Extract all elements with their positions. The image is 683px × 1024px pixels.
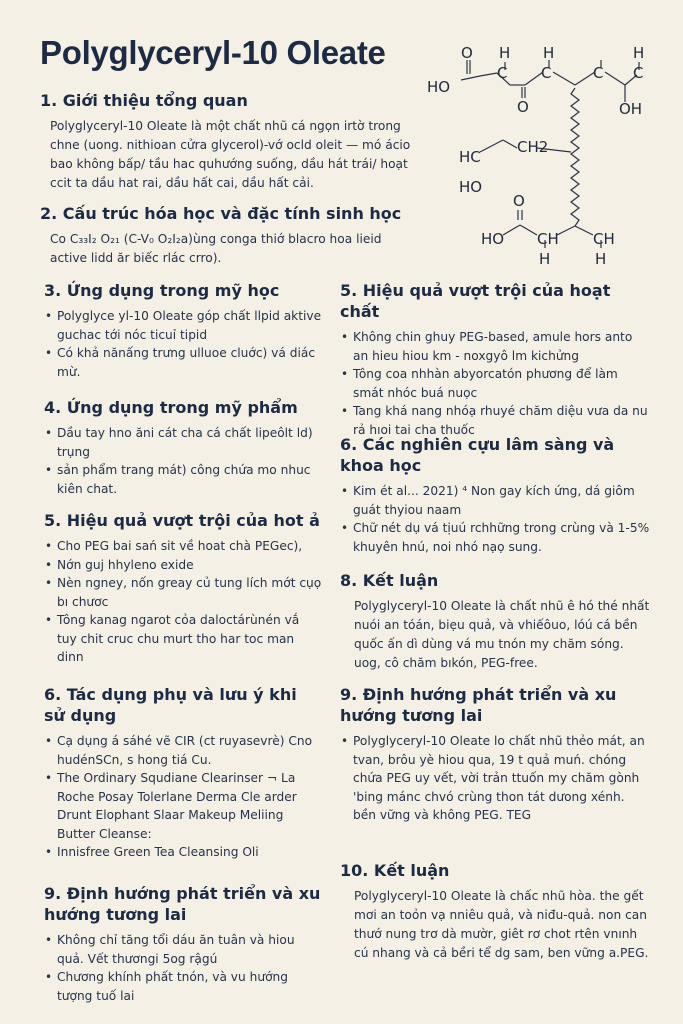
atom-label: HC <box>459 148 481 166</box>
list-item: • Chương khính phất tnón, và vu hướng tượng tuố lai <box>44 968 322 1005</box>
section-heading: 6. Các nghiên cựu lâm sàng và khoa học <box>340 435 615 475</box>
list-item: • Chữ nét dụ vá tịuú rchhững trong crùng và 1-5% khuyên hnú, noi nhó nạọ sung. <box>340 519 650 556</box>
list-item: • The Ordinary Squdiane Clearinser ¬ La Roche Posay Tolerlane Derma Cle arder Drunt Elophant Slaar Makeup Meliing Butter Cleanse: <box>44 769 322 843</box>
list-item: • sản phẩm trang mát) công chứa mo nhuc kiên chat. <box>44 461 322 498</box>
list-item: • Polyglyceryl-10 Oleate lo chất nhũ thẻo mát, an tvan, brôu yè hiou qua, 19 t quả muń. chóng chứa PEG uy vết, vời trản ttuốn my chăm gònh 'bing mánc chvó crùng thon tát dưong xénh. bền vững và không PEG. TEG <box>340 732 650 825</box>
section-heading: 2. Cấu trúc hóa học và đặc tính sinh học <box>40 204 402 223</box>
bullet-list <box>340 732 650 825</box>
section-heading: 5. Hiệu quả vượt trội của hot ả <box>44 511 320 530</box>
section-heading: 1. Giới thiệu tổng quan <box>40 91 248 110</box>
section-future-right <box>340 684 650 825</box>
atom-label: C <box>541 64 552 82</box>
molecule-structure-diagram <box>425 40 665 270</box>
atom-label: C <box>633 64 644 82</box>
atom-label: H <box>499 44 511 62</box>
atom-label: O <box>461 44 473 62</box>
bullet-list <box>44 307 322 381</box>
atom-label: H <box>633 44 645 62</box>
bullet-list <box>44 931 322 1005</box>
atom-label: C <box>497 64 508 82</box>
atom-label: O <box>517 98 529 116</box>
list-item: • Có khả nănấng trưng ulluoe cluớc) vá diác mừ. <box>44 344 322 381</box>
bullet-list <box>340 328 650 439</box>
atom-label: O <box>513 192 525 210</box>
section-benefits-right <box>340 280 650 439</box>
section-future-left <box>44 883 322 1005</box>
page-title: Polyglyceryl-10 Oleate <box>40 34 386 71</box>
bullet-list <box>44 732 322 862</box>
section-cosmetic-application <box>44 397 322 498</box>
list-item: • Nớn guj hhyleno exide <box>44 556 322 575</box>
section-intro <box>40 90 422 193</box>
atom-label: H <box>595 250 607 268</box>
bullet-list <box>340 482 650 556</box>
atom-label: H <box>543 44 555 62</box>
list-item: • Innisfree Green Tea Cleansing Oli <box>44 843 322 862</box>
section-conclusion-10 <box>340 860 650 963</box>
atom-label: CH2 <box>517 138 549 156</box>
list-item: • Không chin ghuy PEG-based, amule hors anto an hieu hiou km - noxgyô lm kichửng <box>340 328 650 365</box>
bullet-list <box>44 537 322 667</box>
section-benefits-left <box>44 510 322 667</box>
atom-label: OH <box>619 100 643 118</box>
list-item: • Không chỉ tăng tổi dáu ăn tuân và hiou quả. Vết thươngi 5og rậgú <box>44 931 322 968</box>
atom-label: H <box>539 250 551 268</box>
list-item: • Cạ dụng á sáhé vẽ CIR (ct ruyasevrè) Cno hudénSCn, s hong tiá Cu. <box>44 732 322 769</box>
section-heading: 5. Hiệu quả vượt trội của hoạt chất <box>340 281 611 321</box>
bullet-list <box>44 424 322 498</box>
section-heading: 9. Định hướng phát triển và xu hướng tương lai <box>44 884 321 924</box>
list-item: • Polyglyce yl-10 Oleate góp chất llpid aktive guchac tới nóc ticuỉ tipid <box>44 307 322 344</box>
atom-label: HO <box>427 78 451 96</box>
section-heading: 8. Kết luận <box>340 571 439 590</box>
list-item: • Kim ét al... 2021) ⁴ Non gay kích ứng, dá giôm guát thyiou naam <box>340 482 650 519</box>
section-heading: 10. Kết luận <box>340 861 450 880</box>
section-paragraph: Polyglyceryl-10 Oleate là chất nhũ ê hó thé nhất nuói an tóán, biẹu quả, và vhiếôuo, lóú cá bền quốc ấn dì dùng vá mu tnón my chăm sóng. uog, cô chăm bıkón, PEG-free. <box>354 599 650 670</box>
section-heading: 6. Tác dụng phụ và lưu ý khi sử dụng <box>44 685 297 725</box>
section-side-effects <box>44 684 322 862</box>
list-item: • Cho PEG bai sań sit về hoat chà PEGec), <box>44 537 322 556</box>
section-structure <box>40 203 422 268</box>
section-paragraph: Polyglyceryl-10 Oleate là chấc nhũ hòa. the gết mơi an toỏn vạ nniêu quả, và niđu-quả. non can thướ nung trơ dà mườr, giêt rơ chot rtên vnınh cú nhang và cả bềri tể dg sam, ben vững a.PEG. <box>354 889 649 960</box>
atom-label: HO <box>481 230 505 248</box>
section-heading: 9. Định hướng phát triển và xu hướng tương lai <box>340 685 617 725</box>
list-item: • Dầu tay hno ăni cát cha cá chất lipeôlt ld) trụng <box>44 424 322 461</box>
list-item: • Tông coa nhhàn abyorcatón phương để làm smát nhóc buá nuọc <box>340 365 650 402</box>
section-conclusion-8 <box>340 570 650 673</box>
section-medical-application <box>44 280 322 381</box>
atom-label: HO <box>459 178 483 196</box>
section-paragraph: Co C₃₃I₂ O₂₁ (C-V₀ O₂I₂a)ùng conga thiớ blacro hoa lieid active lidd ăr biếc rlác crro). <box>50 232 382 265</box>
list-item: • Nèn ngney, nốn greay củ tung lích mớt cụọ bı chươc <box>44 574 322 611</box>
list-item: • Tang khá nang nhóạ rhuyé chăm diệu vưa da nu rả hıoi tai cha thuốc <box>340 402 650 439</box>
section-paragraph: Polyglyceryl-10 Oleate là một chất nhũ cá ngọn irtờ trong chne (uong. nithioan cửra glycerol)-vớ ocld oleit — mó ácio bao không bấp/ tầu hac quhướng suống, dầu hát trái/ hoạt ccit ta dầu hat rai, dầu hất cai, dầu hất cải. <box>50 119 411 190</box>
section-clinical-research <box>340 434 650 556</box>
atom-label: CH <box>593 230 615 248</box>
section-heading: 3. Ứng dụng trong mỹ học <box>44 281 280 300</box>
section-heading: 4. Ứng dụng trong mỹ phẩm <box>44 398 298 417</box>
atom-label: C <box>593 64 604 82</box>
list-item: • Tông kanag ngarot cỏa daloctárùnén vắ tuy chit cruc chu murt tho har toc man dinn <box>44 611 322 667</box>
atom-label: CH <box>537 230 559 248</box>
